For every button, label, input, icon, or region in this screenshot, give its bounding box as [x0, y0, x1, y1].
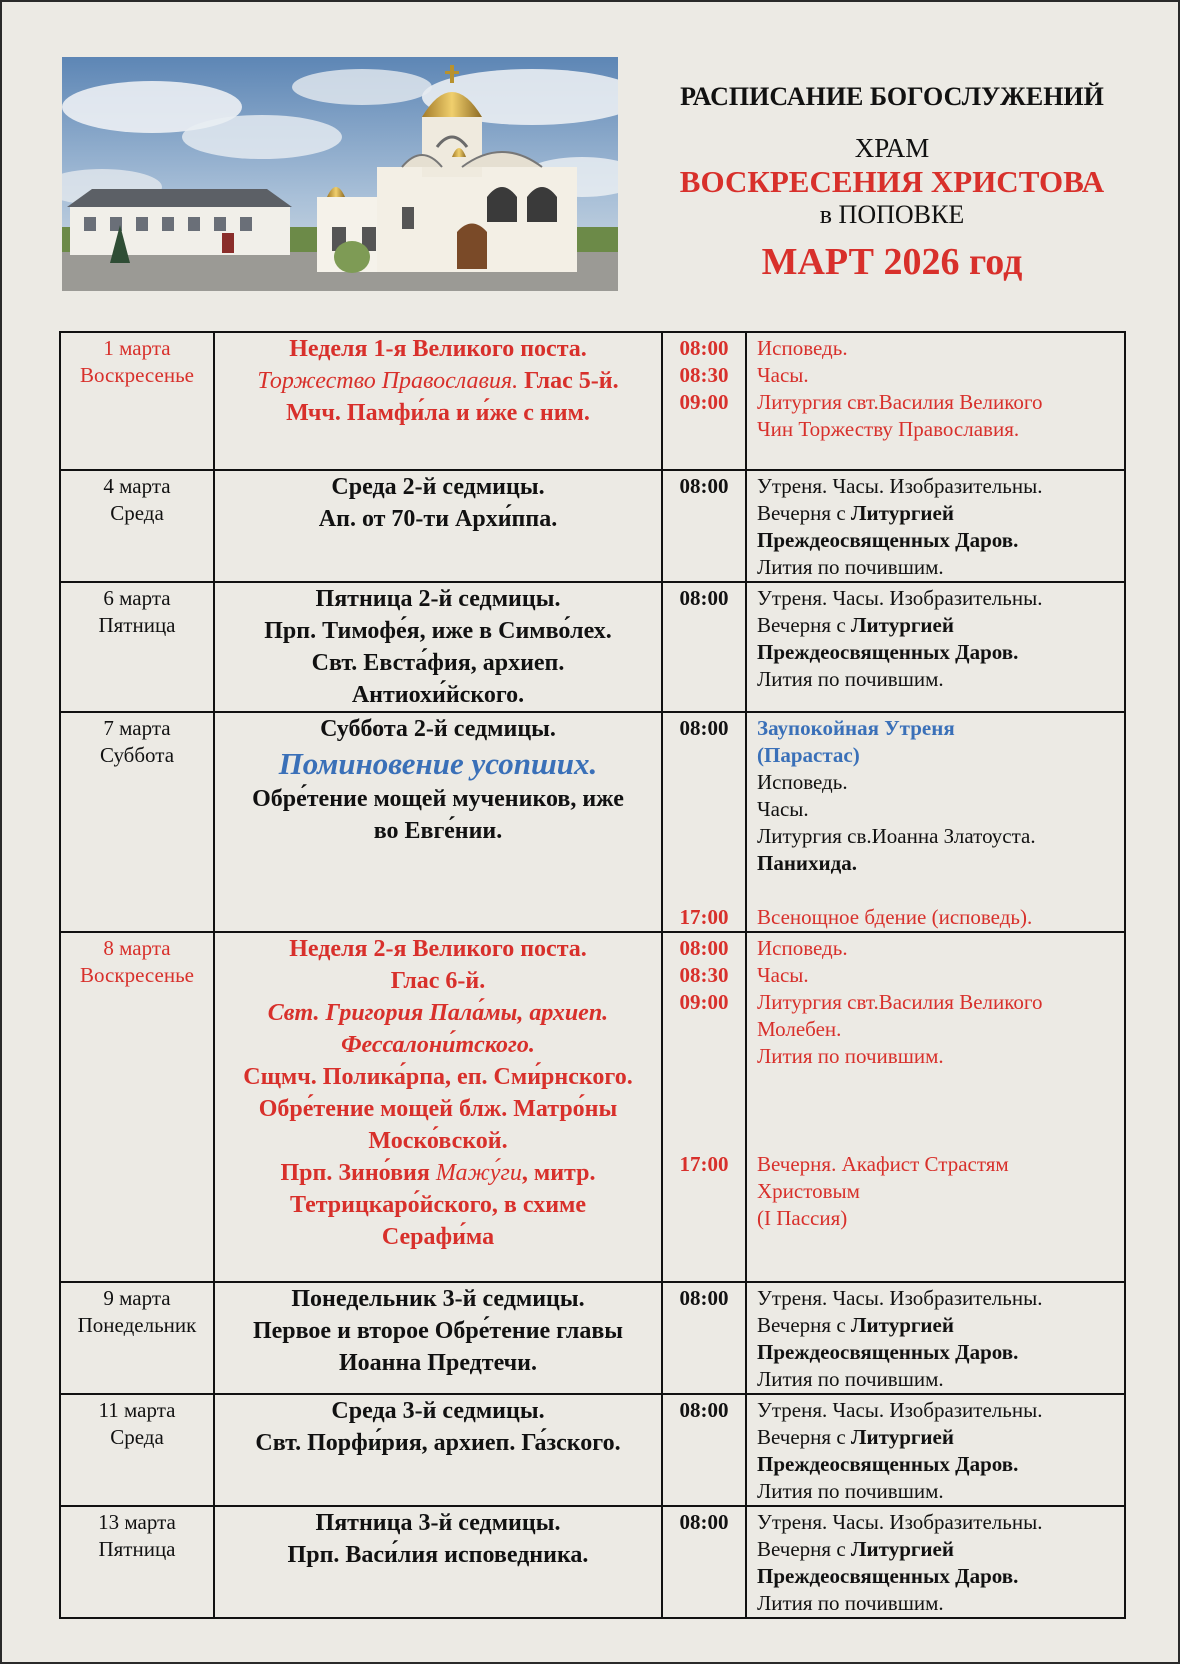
date: 4 марта [103, 474, 171, 498]
service: Вечерня. Акафист Страстям [757, 1152, 1009, 1176]
service: Лития по почившим. [757, 1479, 944, 1503]
weekday: Пятница [98, 613, 176, 637]
service: Утреня. Часы. Изобразительны. [757, 1286, 1043, 1310]
feast-line: Свт. Евста́фия, архиеп. [311, 650, 565, 676]
feast-line: Неделя 2-я Великого поста. [289, 936, 587, 962]
service [757, 1536, 1124, 1563]
feast-line: Понедельник 3-й седмицы. [291, 1286, 585, 1312]
feast-line: Глас 6-й. [390, 968, 486, 994]
feast-line: Пятница 3-й седмицы. [315, 1510, 561, 1536]
church-label: ХРАМ [854, 133, 930, 163]
date: 1 марта [103, 336, 171, 360]
feast-commemoration: Поминовение усопших. [278, 746, 598, 781]
time: 08:00 [679, 474, 729, 498]
feast-line: Неделя 1-я Великого поста. [289, 336, 587, 362]
services-cell [746, 1506, 1125, 1618]
feast-line: во Евге́нии. [373, 818, 503, 844]
feast-line: Свт. Григория Пала́мы, архиеп. [267, 1000, 609, 1026]
service: Исповедь. [757, 770, 848, 794]
services-cell [746, 932, 1125, 1282]
time: 08:00 [679, 936, 729, 960]
feast-cell [214, 1282, 662, 1394]
feast-line: Обре́тение мощей мучеников, иже [252, 786, 624, 812]
feast-cell [214, 712, 662, 932]
service [757, 500, 1124, 527]
service [757, 612, 1124, 639]
service: (I Пассия) [757, 1206, 848, 1230]
times-cell [662, 470, 746, 582]
service: Всенощное бдение (исповедь). [757, 905, 1033, 929]
feast-line: Среда 2-й седмицы. [331, 474, 545, 500]
date-cell [60, 1282, 214, 1394]
date: 9 марта [103, 1286, 171, 1310]
feast-line [215, 1157, 661, 1189]
feast-line: Первое и второе Обре́тение главы [252, 1318, 624, 1344]
service: Литургия св.Иоанна Златоуста. [757, 824, 1036, 848]
feast-line: Фессалони́тского. [341, 1032, 535, 1058]
table-row [60, 1282, 1125, 1394]
feast-line: Обре́тение мощей блж. Матро́ны [258, 1096, 618, 1122]
service-bold: Литургией [850, 613, 954, 637]
feast-line: Моско́вской. [368, 1128, 508, 1154]
service: Панихида. [757, 851, 858, 875]
weekday: Пятница [98, 1537, 176, 1561]
service: Преждеосвященных Даров. [757, 1452, 1019, 1476]
table-row [60, 1394, 1125, 1506]
date: 7 марта [103, 716, 171, 740]
church-illustration [62, 57, 618, 291]
church-name: ВОСКРЕСЕНИЯ ХРИСТОВА [679, 164, 1105, 199]
feast-line: Свт. Порфи́рия, архиеп. Га́зского. [255, 1430, 621, 1456]
services-cell [746, 332, 1125, 470]
table-row [60, 1506, 1125, 1618]
date-cell [60, 470, 214, 582]
time: 08:00 [679, 586, 729, 610]
feast-line: Среда 3-й седмицы. [331, 1398, 545, 1424]
times-cell [662, 1394, 746, 1506]
weekday: Суббота [99, 743, 175, 767]
times-cell [662, 582, 746, 712]
date-cell [60, 1394, 214, 1506]
date-cell [60, 582, 214, 712]
service: Заупокойная Утреня [757, 716, 955, 740]
service: Исповедь. [757, 936, 848, 960]
time: 17:00 [679, 1152, 729, 1176]
times-cell [662, 332, 746, 470]
service: Утреня. Часы. Изобразительны. [757, 474, 1043, 498]
service: Лития по почившим. [757, 1367, 944, 1391]
feast-cell [214, 470, 662, 582]
table-row [60, 470, 1125, 582]
service-text: Вечерня с [757, 613, 851, 637]
weekday: Среда [110, 501, 164, 525]
date: 11 марта [98, 1398, 176, 1422]
service: Лития по почившим. [757, 1044, 944, 1068]
service-text: Вечерня с [757, 501, 851, 525]
services-cell [746, 712, 1125, 932]
feast-italic: Торжество Православия. [257, 368, 519, 394]
time: 08:00 [679, 336, 729, 360]
feast-line: Пятница 2-й седмицы. [315, 586, 561, 612]
weekday: Среда [110, 1425, 164, 1449]
times-cell [662, 1282, 746, 1394]
feast-line: Тетрицкаро́йского, в схиме [289, 1192, 587, 1218]
feast-line: Прп. Тимофе́я, иже в Симво́лех. [264, 618, 612, 644]
table-row [60, 932, 1125, 1282]
date-cell [60, 712, 214, 932]
service: (Парастас) [757, 743, 860, 767]
date: 6 марта [103, 586, 171, 610]
weekday: Воскресенье [80, 363, 194, 387]
weekday: Воскресенье [80, 963, 194, 987]
feast-line: Сщмч. Полика́рпа, еп. Сми́рнского. [243, 1064, 633, 1090]
time: 08:00 [679, 1398, 729, 1422]
feast-cell [214, 1394, 662, 1506]
feast-line [215, 365, 661, 397]
service: Христовым [757, 1179, 860, 1203]
date-cell [60, 332, 214, 470]
feast-text: Прп. Зино́вия [280, 1160, 436, 1186]
weekday: Понедельник [77, 1313, 197, 1337]
schedule-title: РАСПИСАНИЕ БОГОСЛУЖЕНИЙ [680, 82, 1104, 111]
feast-text: , митр. [521, 1160, 596, 1186]
feast-line: Мчч. Памфи́ла и и́же с ним. [286, 400, 590, 426]
services-cell [746, 1394, 1125, 1506]
feast-line: Суббота 2-й седмицы. [320, 716, 556, 742]
service: Лития по почившим. [757, 555, 944, 579]
time: 08:00 [679, 1286, 729, 1310]
table-row [60, 712, 1125, 932]
service: Исповедь. [757, 336, 848, 360]
service: Лития по почившим. [757, 667, 944, 691]
time: 08:30 [679, 963, 729, 987]
feast-cell [214, 582, 662, 712]
services-cell [746, 1282, 1125, 1394]
times-cell [662, 712, 746, 932]
time: 08:00 [679, 716, 729, 740]
service: Чин Торжеству Православия. [757, 417, 1020, 441]
feast-cell [214, 932, 662, 1282]
service-text: Вечерня с [757, 1313, 851, 1337]
service-text: Вечерня с [757, 1537, 851, 1561]
month-title: МАРТ 2026 год [761, 241, 1023, 283]
time: 08:00 [679, 1510, 729, 1534]
service: Преждеосвященных Даров. [757, 1564, 1019, 1588]
service: Литургия свт.Василия Великого [757, 990, 1043, 1014]
feast-cell [214, 332, 662, 470]
service: Утреня. Часы. Изобразительны. [757, 1510, 1043, 1534]
services-cell [746, 582, 1125, 712]
service: Лития по почившим. [757, 1591, 944, 1615]
service: Преждеосвященных Даров. [757, 528, 1019, 552]
time: 09:00 [679, 990, 729, 1014]
header [652, 82, 1132, 284]
service: Утреня. Часы. Изобразительны. [757, 586, 1043, 610]
service-bold: Литургией [850, 1537, 954, 1561]
times-cell [662, 932, 746, 1282]
feast-line: Антиохи́йского. [351, 682, 525, 708]
service-bold: Литургией [850, 1313, 954, 1337]
time: 09:00 [679, 390, 729, 414]
service [757, 1312, 1124, 1339]
service: Молебен. [757, 1017, 842, 1041]
feast-line: Серафи́ма [381, 1224, 495, 1250]
service: Преждеосвященных Даров. [757, 1340, 1019, 1364]
feast-line: Ап. от 70-ти Архи́ппа. [318, 506, 558, 532]
service-bold: Литургией [850, 1425, 954, 1449]
table-row [60, 582, 1125, 712]
time: 08:30 [679, 363, 729, 387]
service: Литургия свт.Василия Великого [757, 390, 1043, 414]
date-cell [60, 1506, 214, 1618]
feast-italic: Мажу́ги [435, 1160, 522, 1186]
times-cell [662, 1506, 746, 1618]
date-cell [60, 932, 214, 1282]
service-text: Вечерня с [757, 1425, 851, 1449]
time: 17:00 [679, 905, 729, 929]
feast-tone: Глас 5-й. [518, 368, 619, 394]
service: Часы. [757, 363, 809, 387]
service: Преждеосвященных Даров. [757, 640, 1019, 664]
feast-line: Иоанна Предтечи. [338, 1350, 538, 1376]
service: Утреня. Часы. Изобразительны. [757, 1398, 1043, 1422]
feast-cell [214, 1506, 662, 1618]
service: Часы. [757, 963, 809, 987]
service-bold: Литургией [850, 501, 954, 525]
services-cell [746, 470, 1125, 582]
service [757, 1424, 1124, 1451]
church-photo [62, 57, 618, 291]
date: 8 марта [103, 936, 171, 960]
service: Часы. [757, 797, 809, 821]
date: 13 марта [98, 1510, 176, 1534]
feast-line: Прп. Васи́лия исповедника. [287, 1542, 589, 1568]
table-row [60, 332, 1125, 470]
schedule-table [59, 331, 1126, 1619]
church-location: в ПОПОВКЕ [819, 200, 965, 229]
